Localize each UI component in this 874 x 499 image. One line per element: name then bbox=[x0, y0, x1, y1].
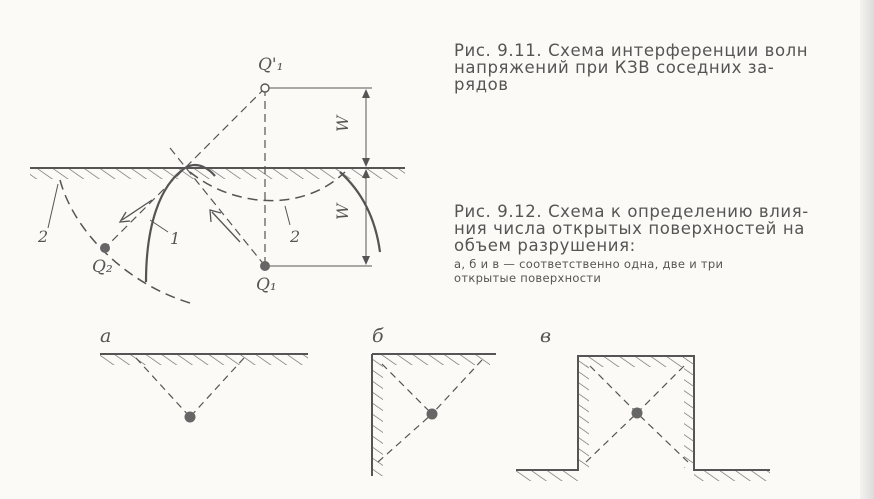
panel-v-outline bbox=[516, 356, 770, 470]
panel-b-crater-diag bbox=[382, 364, 432, 414]
leader-line-2-left bbox=[48, 184, 58, 228]
page-edge-shadow bbox=[860, 0, 874, 499]
leader-line-2-right bbox=[285, 206, 290, 225]
panel-v-base-hatching-left bbox=[516, 471, 578, 481]
panel-a bbox=[100, 354, 308, 423]
panel-v-top-hatching bbox=[586, 357, 688, 367]
panel-v-crater-tl bbox=[590, 366, 637, 413]
caption-fig-9-12 bbox=[454, 203, 864, 285]
charge-2-label: Q₂ bbox=[92, 257, 113, 277]
wave-label-1: 1 bbox=[170, 229, 181, 248]
wave-label-2-right: 2 bbox=[290, 227, 301, 246]
arrow-upper-bottom bbox=[362, 158, 370, 167]
ground-hatching bbox=[30, 169, 405, 179]
panel-v-left-hatching bbox=[579, 360, 589, 468]
charge-2-marker bbox=[100, 243, 110, 253]
panel-a-crater-left bbox=[136, 358, 190, 417]
dimension-label-upper: W bbox=[333, 115, 352, 132]
panel-a-hatching bbox=[100, 355, 308, 365]
caption-fig-9-11-text: Рис. 9.11. Схема интерференции волн напряжений при КЗВ соседних за- рядов bbox=[454, 41, 809, 94]
caption-fig-9-11 bbox=[454, 42, 864, 93]
charge-1-label: Q₁ bbox=[256, 275, 277, 295]
panel-v-crater-bl bbox=[586, 413, 637, 462]
reflected-ray-line bbox=[170, 148, 265, 266]
panel-v-crater-br bbox=[637, 413, 688, 462]
panel-a-label: а bbox=[100, 325, 112, 347]
charge-image-marker bbox=[261, 84, 269, 92]
panel-a-charge bbox=[185, 412, 196, 423]
panel-b-crater-top bbox=[432, 360, 482, 414]
panel-v bbox=[516, 356, 770, 481]
propagation-arrow-left bbox=[122, 200, 152, 220]
panel-v-right-hatching bbox=[684, 360, 694, 468]
panel-b-crater-side bbox=[378, 414, 432, 462]
panel-v-charge bbox=[632, 408, 643, 419]
panel-a-crater-right bbox=[190, 358, 244, 417]
panel-v-base-hatching-right bbox=[694, 471, 770, 481]
wave-label-2-left: 2 bbox=[38, 227, 49, 246]
panel-v-label: в bbox=[540, 325, 552, 347]
dimension-label-lower: W bbox=[333, 203, 352, 220]
charge-1-marker bbox=[260, 261, 270, 271]
propagation-arrow-right bbox=[212, 212, 240, 242]
arrow-lower-bottom bbox=[362, 256, 370, 265]
panel-b-label: б bbox=[372, 325, 384, 347]
panel-b-top-hatching bbox=[380, 355, 490, 365]
panel-b-charge bbox=[427, 409, 438, 420]
charge-image-label: Q'₁ bbox=[258, 55, 284, 75]
panel-b bbox=[372, 354, 496, 476]
caption-fig-9-12-note: а, б и в — соответственно одна, две и три открытые поверхности bbox=[454, 257, 724, 285]
arrow-upper-top bbox=[362, 89, 370, 98]
propagation-arrow-left-head bbox=[120, 212, 130, 222]
caption-fig-9-12-text: Рис. 9.12. Схема к определению влия- ния числа открытых поверхностей на объем разрушения: bbox=[454, 202, 809, 255]
panel-v-crater-tr bbox=[637, 366, 684, 413]
